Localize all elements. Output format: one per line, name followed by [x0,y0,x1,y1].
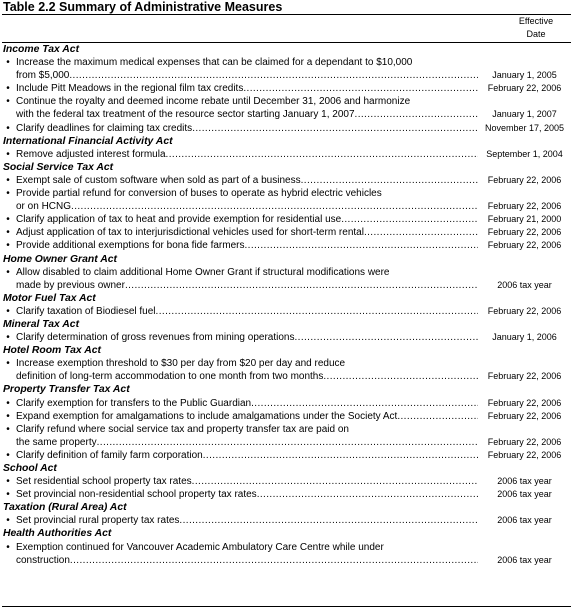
measure-cell [0,331,478,344]
effective-date: February 22, 2006 [487,305,562,316]
measure-cell [0,423,478,449]
measure-cell [0,213,478,226]
table-row [0,410,575,423]
dot-leader [355,108,478,121]
measure-line [16,239,478,252]
measure-cell [0,541,478,567]
measure-cell [0,239,478,252]
measure-line [16,331,478,344]
bullet-icon: • [6,148,10,160]
measure-line-text: Expand exemption for amalgamations to include amalgamations under the Society Act [16,410,398,422]
bullet-icon: • [6,423,10,435]
measure-text [16,56,478,82]
measure-text [16,397,478,410]
measure-cell [0,357,478,383]
measure-line [16,279,478,292]
measure-text [16,331,478,344]
measure-line [16,436,478,449]
dot-leader [301,174,478,187]
measure-text [16,95,478,121]
measure-text [16,213,478,226]
bullet-icon: • [6,122,10,134]
measure-text [16,174,478,187]
effective-date: February 22, 2006 [487,436,562,447]
measure-line [16,370,478,383]
bullet-icon: • [6,266,10,278]
measure-text [16,82,478,95]
measure-line [16,213,478,226]
measure-line [16,69,478,82]
measure-line-text: Clarify exemption for transfers to the Public Guardian [16,397,252,409]
table-row [0,148,575,161]
measure-line [16,397,478,410]
measure-line [16,200,478,213]
measure-line-text: Remove adjusted interest formula [16,148,166,160]
measure-text [16,449,478,462]
measure-cell [0,410,478,423]
measure-line [16,423,478,436]
measure-line-text: Increase exemption threshold to $30 per day from $20 per day and reduce [16,358,346,370]
table-row [0,331,575,344]
measure-line-text: Exemption continued for Vancouver Academic Ambulatory Care Centre while under [16,541,384,553]
measure-line [16,449,478,462]
table-row [0,397,575,410]
measure-line [16,122,478,135]
effective-date: February 22, 2006 [487,410,562,421]
effective-date: 2006 tax year [497,476,552,487]
effective-date: January 1, 2006 [492,332,557,343]
effective-date: 2006 tax year [497,279,552,290]
measure-line [16,108,478,121]
measure-line [16,82,478,95]
measure-line [16,410,478,423]
dot-leader [243,82,478,95]
measure-line-text: the same property [16,436,97,448]
table-row [0,174,575,187]
dot-leader [125,279,478,292]
measure-cell [0,305,478,318]
measure-line-text: Clarify taxation of Biodiesel fuel [16,305,156,317]
effective-date: February 22, 2006 [487,449,562,460]
bullet-icon: • [6,227,10,239]
effective-date: January 1, 2005 [492,70,557,81]
measure-cell [0,397,478,410]
table-row [0,266,575,292]
effective-date: February 22, 2006 [487,83,562,94]
section-title: International Financial Activity Act [3,135,173,147]
effective-date-header [498,15,574,41]
measure-line-text: made by previous owner [16,279,125,291]
measure-line-text: Clarify deadlines for claiming tax credits [16,122,193,134]
header-line-2: Date [526,29,546,39]
measure-line [16,148,478,161]
measure-cell [0,187,478,213]
measure-line-text: Clarify definition of family farm corporation [16,449,203,461]
table-row [0,475,575,488]
effective-date: 2006 tax year [497,515,552,526]
measure-line-text: Exempt sale of custom software when sold as part of a business [16,174,301,186]
table-row [0,82,575,95]
table-row [0,226,575,239]
measure-cell [0,488,478,501]
measure-line [16,541,478,554]
measure-text [16,266,478,292]
measure-cell [0,266,478,292]
measure-line-text: construction [16,554,70,566]
bullet-icon: • [6,397,10,409]
bullet-icon: • [6,358,10,370]
measure-line [16,226,478,239]
measure-text [16,239,478,252]
dot-leader [251,397,478,410]
measure-line-text: Provide partial refund for conversion of buses to operate as hybrid electric vehicles [16,188,382,200]
dot-leader [71,200,478,213]
effective-date: February 22, 2006 [487,227,562,238]
measure-cell [0,95,478,121]
dot-leader [97,436,478,449]
measure-text [16,305,478,318]
measure-line [16,554,478,567]
measure-line-text: Clarify application of tax to heat and provide exemption for residential use [16,214,342,226]
section-title: Motor Fuel Tax Act [3,292,96,304]
measure-text [16,423,478,449]
measure-line [16,187,478,200]
measure-cell [0,82,478,95]
dot-leader [192,122,478,135]
table-row [0,122,575,135]
measure-line [16,514,478,527]
section-title: Income Tax Act [3,44,80,55]
bullet-icon: • [6,515,10,527]
measure-line-text: Set provincial rural property tax rates [16,515,180,527]
dot-leader [192,475,478,488]
table-row [0,213,575,226]
table-row [0,239,575,252]
dot-leader [341,213,478,226]
section-title: Social Service Tax Act [3,161,114,173]
header-line-1: Effective [518,16,554,26]
measure-text [16,357,478,383]
table-row [0,95,575,121]
measure-line [16,174,478,187]
table-row [0,449,575,462]
bullet-icon: • [6,489,10,501]
measure-text [16,488,478,501]
dot-leader [203,449,478,462]
table-title: Table 2.2 Summary of Administrative Measures [3,0,283,14]
dot-leader [244,239,478,252]
measure-line-text: Set provincial non-residential school property tax rates [16,489,257,501]
bullet-icon: • [6,305,10,317]
dot-leader [364,226,478,239]
measure-text [16,226,478,239]
section-title: Home Owner Grant Act [3,253,117,265]
measure-line [16,488,478,501]
effective-date: 2006 tax year [497,489,552,500]
measure-line [16,357,478,370]
measure-line-text: Set residential school property tax rates [16,476,192,488]
effective-date: February 21, 2000 [487,214,562,225]
measure-cell [0,449,478,462]
section-title: School Act [3,463,57,474]
section-title: Mineral Tax Act [3,318,80,330]
table-row [0,357,575,383]
table-row [0,56,575,82]
measure-line-text: Allow disabled to claim additional Home Owner Grant if structural modifications were [16,266,390,278]
measure-text [16,475,478,488]
measure-line [16,305,478,318]
effective-date: February 22, 2006 [487,240,562,251]
bullet-icon: • [6,96,10,108]
dot-leader [294,331,478,344]
bullet-icon: • [6,83,10,95]
measure-cell [0,226,478,239]
dot-leader [156,305,478,318]
effective-date: September 1, 2004 [486,148,563,159]
section-title: Health Authorities Act [3,528,112,540]
measure-text [16,148,478,161]
effective-date: February 22, 2006 [487,397,562,408]
dot-leader [397,410,478,423]
measure-text [16,187,478,213]
measure-cell [0,56,478,82]
measure-line-text: Provide additional exemptions for bona fide farmers [16,240,245,252]
measure-line-text: Adjust application of tax to interjurisdictional vehicles used for short-term rental [16,227,364,239]
bullet-icon: • [6,174,10,186]
effective-date: January 1, 2007 [492,109,557,120]
effective-date: February 22, 2006 [487,371,562,382]
section-title: Taxation (Rural Area) Act [3,502,127,514]
effective-date: February 22, 2006 [487,174,562,185]
measures-table [0,43,575,567]
dot-leader [70,554,478,567]
measure-line-text: Continue the royalty and deemed income rebate until December 31, 2006 and harmonize [16,96,411,108]
measure-line-text: from $5,000 [16,70,70,82]
bullet-icon: • [6,476,10,488]
measure-cell [0,475,478,488]
bullet-icon: • [6,332,10,344]
measure-line-text: Clarify refund where social service tax and property transfer tax are paid on [16,423,349,435]
measure-line-text: or on HCNG [16,201,72,213]
measure-line-text: definition of long-term accommodation to one month from two months [16,371,324,383]
measure-cell [0,148,478,161]
effective-date: November 17, 2005 [484,122,565,133]
measure-line-text: Include Pitt Meadows in the regional film tax credits [16,83,244,95]
measure-line-text: Increase the maximum medical expenses that can be claimed for a dependant to $10,000 [16,57,413,69]
measure-line-text: Clarify determination of gross revenues from mining operations [16,332,295,344]
measure-cell [0,514,478,527]
measure-line-text: with the federal tax treatment of the resource sector starting January 1, 2007 [16,109,355,121]
measure-line [16,475,478,488]
measure-cell [0,174,478,187]
measure-cell [0,122,478,135]
table-row [0,488,575,501]
measure-line [16,266,478,279]
table-row [0,305,575,318]
dot-leader [69,69,478,82]
measure-text [16,514,478,527]
table-row [0,423,575,449]
bullet-icon: • [6,57,10,69]
bottom-rule [2,606,571,607]
measure-text [16,541,478,567]
dot-leader [323,370,478,383]
measure-line [16,56,478,69]
measure-line [16,95,478,108]
measure-text [16,410,478,423]
dot-leader [166,148,478,161]
bullet-icon: • [6,410,10,422]
table-row [0,541,575,567]
table-row [0,514,575,527]
bullet-icon: • [6,240,10,252]
dot-leader [179,514,478,527]
bullet-icon: • [6,449,10,461]
dot-leader [257,488,478,501]
measure-text [16,122,478,135]
bullet-icon: • [6,188,10,200]
section-title: Property Transfer Tax Act [3,384,130,396]
top-rule [2,14,571,15]
table-row [0,187,575,213]
effective-date: February 22, 2006 [487,201,562,212]
section-title: Hotel Room Tax Act [3,345,101,357]
effective-date: 2006 tax year [497,554,552,565]
bullet-icon: • [6,214,10,226]
bullet-icon: • [6,541,10,553]
